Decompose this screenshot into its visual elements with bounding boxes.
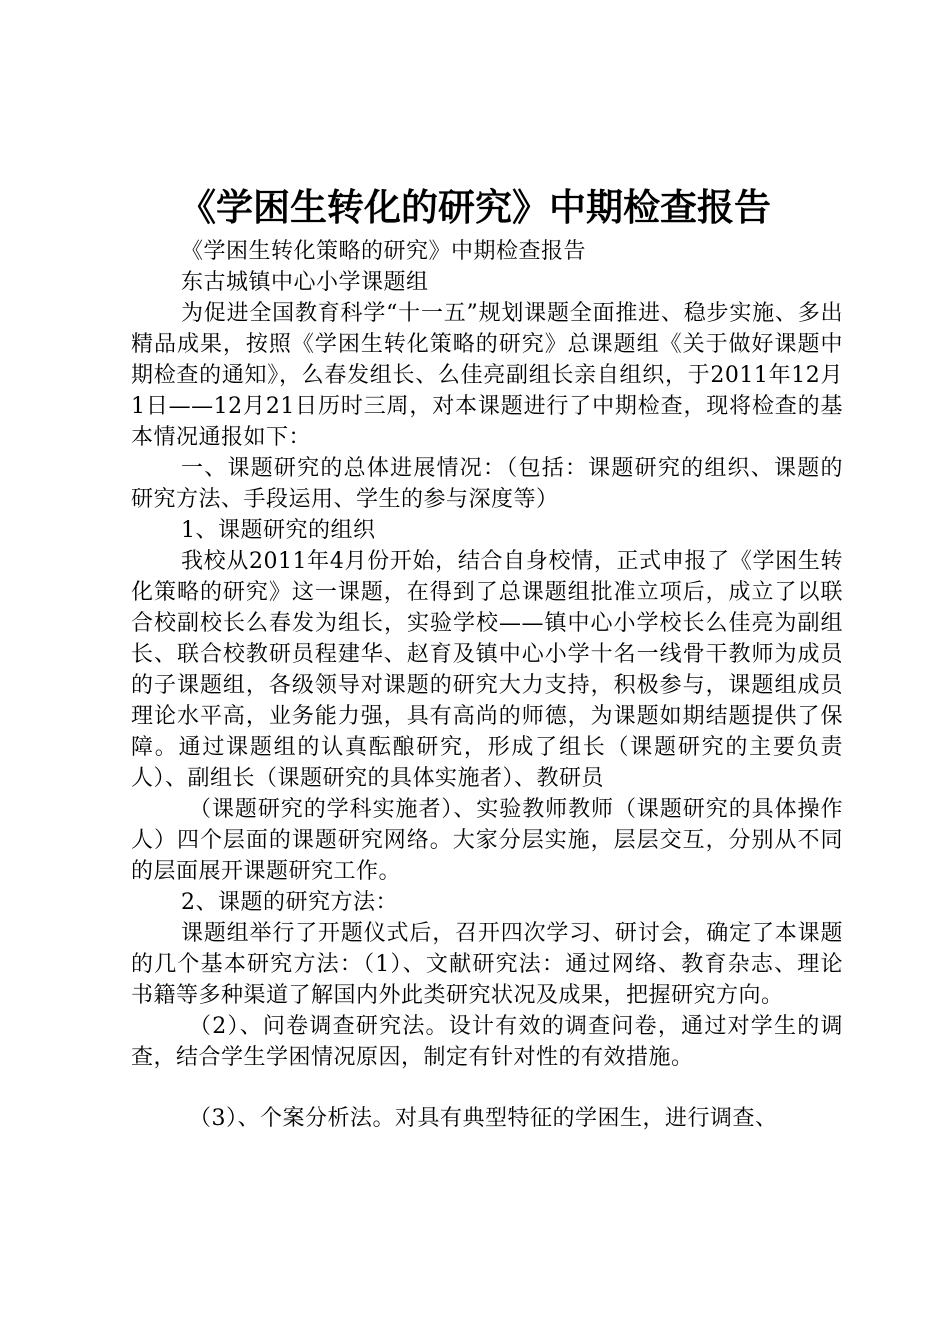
author-line: 东古城镇中心小学课题组 — [181, 270, 429, 295]
organization-paragraph-cont: （课题研究的学科实施者）、实验教师教师（课题研究的具体操作人）四个层面的课题研究网络。大家分层实施，层层交互，分别从不同的层面展开课题研究工作。 — [131, 797, 843, 884]
section-heading-1: 一、课题研究的总体进展情况：（包括：课题研究的组织、课题的研究方法、手段运用、学生的参与深度等） — [131, 456, 843, 512]
methods-paragraph: 课题组举行了开题仪式后，召开四次学习、研讨会，确定了本课题的几个基本研究方法：（1）、文献研究法：通过网络、教育杂志、理论书籍等多种渠道了解国内外此类研究状况及成果，把握研究方向。 — [131, 921, 843, 1008]
subsection-heading-1: 1、课题研究的组织 — [181, 518, 376, 543]
document-body — [131, 236, 843, 1134]
organization-paragraph: 我校从2011年4月份开始，结合自身校情，正式申报了《学困生转化策略的研究》这一课题，在得到了总课题组批准立项后，成立了以联合校副校长么春发为组长，实验学校——镇中心小学校长么佳亮为副组长、联合校教研员程建华、赵育及镇中心小学十名一线骨干教师为成员的子课题组，各级领导对课题的研究大力支持，积极参与，课题组成员理论水平高，业务能力强，具有高尚的师德，为课题如期结题提供了保障。通过课题组的认真酝酿研究，形成了组长（课题研究的主要负责人）、副组长（课题研究的具体实施者）、教研员 — [131, 549, 843, 791]
intro-paragraph: 为促进全国教育科学“十一五”规划课题全面推进、稳步实施、多出精品成果，按照《学困生转化策略的研究》总课题组《关于做好课题中期检查的通知》，么春发组长、么佳亮副组长亲自组织，于2011年12月1日——12月21日历时三周，对本课题进行了中期检查，现将检查的基本情况通报如下： — [131, 301, 843, 450]
survey-method-paragraph: （2）、问卷调查研究法。设计有效的调查问卷，通过对学生的调查，结合学生学困情况原因，制定有针对性的有效措施。 — [131, 1014, 843, 1070]
subtitle-line: 《学困生转化策略的研究》中期检查报告 — [181, 239, 587, 264]
document-title: 《学困生转化的研究》中期检查报告 — [179, 186, 771, 229]
subsection-heading-2: 2、课题的研究方法： — [181, 890, 398, 915]
case-method-paragraph: （3）、个案分析法。对具有典型特征的学困生，进行调查、 — [189, 1106, 778, 1131]
